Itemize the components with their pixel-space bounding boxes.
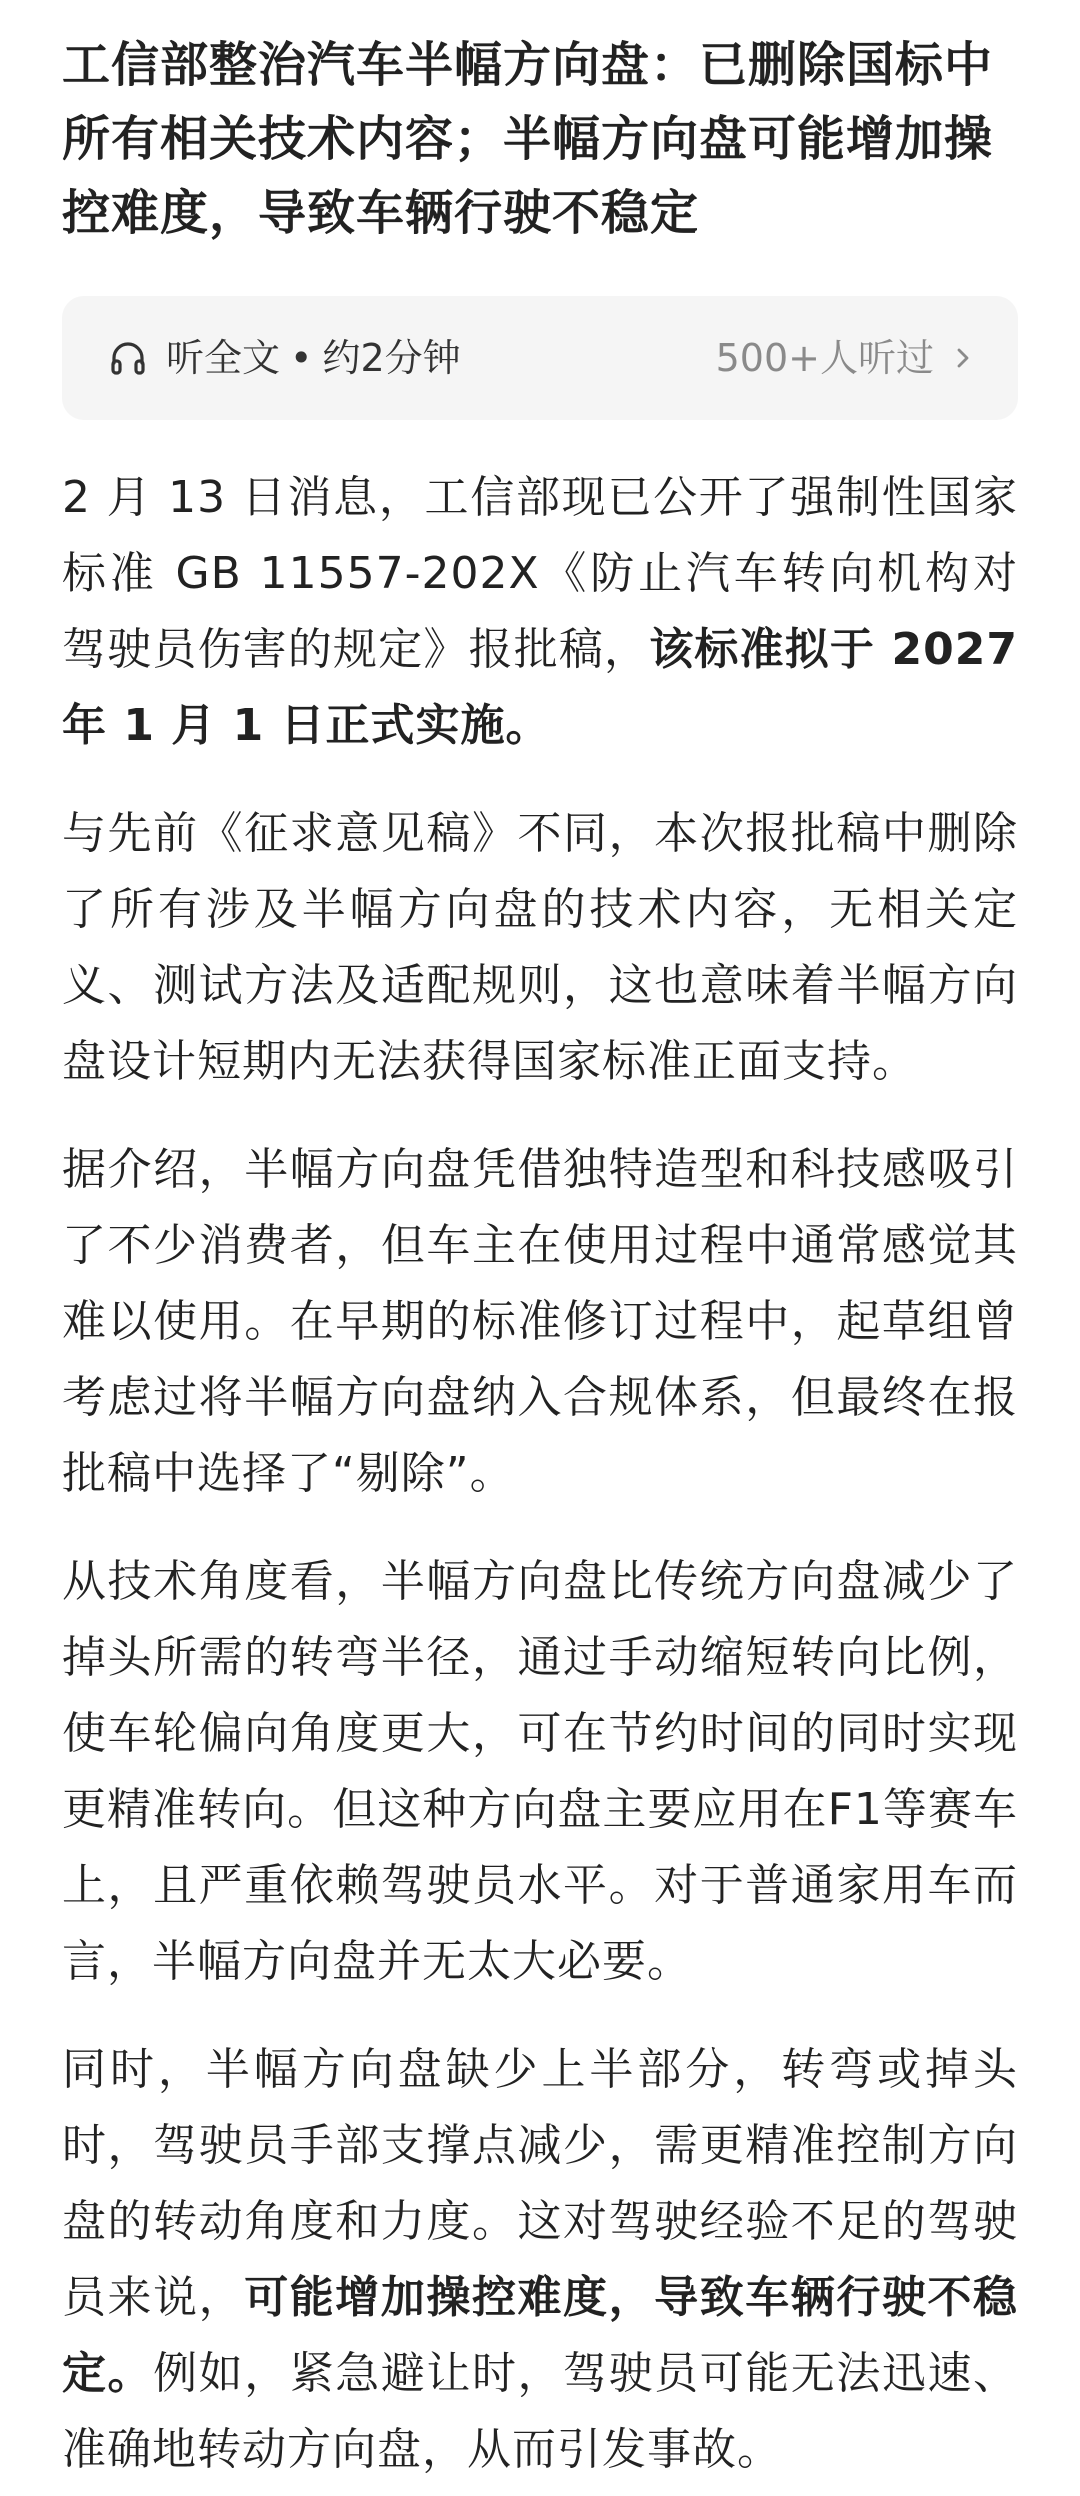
listen-right-group [716, 336, 978, 380]
chevron-right-icon [948, 343, 978, 373]
paragraph-5-bold: 可能增加操控难度，导致车辆行驶不稳定。 [62, 2272, 1019, 2399]
article-title: 工信部整治汽车半幅方向盘：已删除国标中所有相关技术内容；半幅方向盘可能增加操控难度，导致车辆行驶不稳定 [62, 37, 994, 241]
listen-full-text-bar[interactable] [62, 296, 1018, 420]
paragraph-1 [62, 460, 1018, 764]
listen-label: 听全文 [166, 336, 281, 380]
paragraph-5 [62, 2032, 1018, 2488]
listen-duration: 约2分钟 [322, 336, 461, 380]
paragraph-2 [62, 796, 1018, 1100]
paragraph-3 [62, 1132, 1018, 1512]
paragraph-4-text: 从技术角度看，半幅方向盘比传统方向盘减少了掉头所需的转弯半径，通过手动缩短转向比例，使车轮偏向角度更大，可在节约时间的同时实现更精准转向。但这种方向盘主要应用在F1等赛车上，且严重依赖驾驶员水平。对于普通家用车而言，半幅方向盘并无太大必要。 [62, 1556, 1018, 1987]
paragraph-5-tail: 例如，紧急避让时，驾驶员可能无法迅速、准确地转动方向盘，从而引发事故。 [62, 2348, 1019, 2475]
paragraph-3-text: 据介绍，半幅方向盘凭借独特造型和科技感吸引了不少消费者，但车主在使用过程中通常感觉其难以使用。在早期的标准修订过程中，起草组曾考虑过将半幅方向盘纳入合规体系，但最终在报批稿中选择了“剔除”。 [62, 1144, 1018, 1499]
paragraph-2-text: 与先前《征求意见稿》不同，本次报批稿中删除了所有涉及半幅方向盘的技术内容，无相关定义、测试方法及适配规则，这也意味着半幅方向盘设计短期内无法获得国家标准正面支持。 [62, 808, 1018, 1087]
paragraph-1-text: 2 月 13 日消息，工信部现已公开了强制性国家标准 GB 11557-202X《防止汽车转向机构对驾驶员伤害的规定》报批稿， [62, 472, 1018, 675]
listen-separator: • [290, 336, 313, 380]
headphones-icon [106, 336, 150, 380]
paragraph-5-text: 同时，半幅方向盘缺少上半部分，转弯或掉头时，驾驶员手部支撑点减少，需更精准控制方向盘的转动角度和力度。这对驾驶经验不足的驾驶员来说， [62, 2044, 1018, 2323]
paragraph-4 [62, 1544, 1018, 2000]
listen-left-group [106, 336, 461, 380]
article-body [62, 460, 1018, 2488]
listener-count: 500+人听过 [715, 336, 934, 380]
paragraph-1-bold: 该标准拟于 2027 年 1 月 1 日正式实施。 [62, 624, 1018, 751]
